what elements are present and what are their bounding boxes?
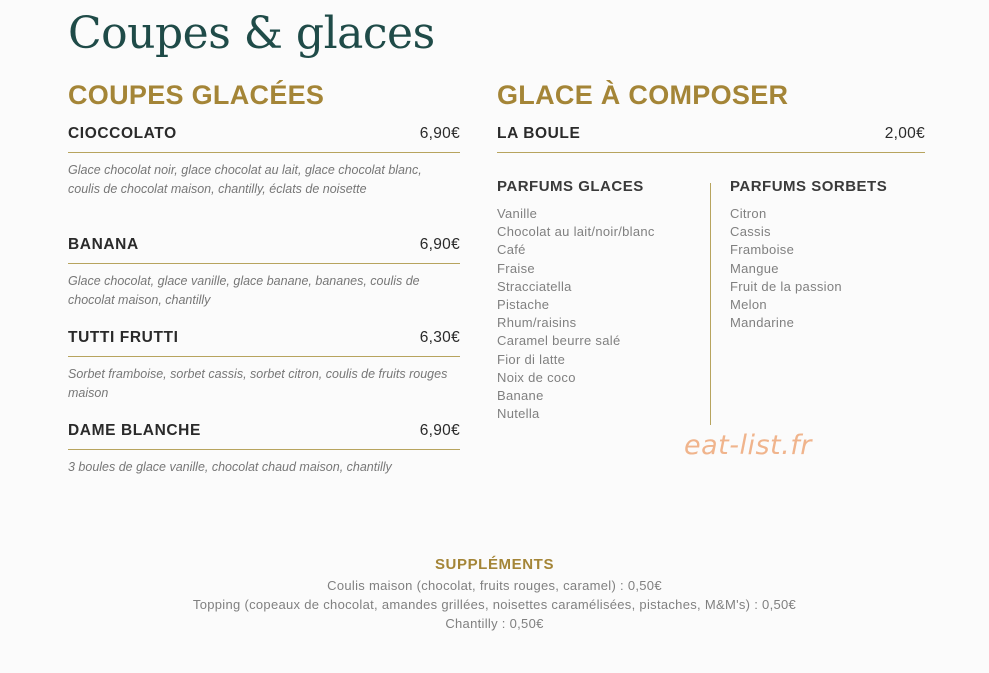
flavor-item: Framboise	[730, 242, 795, 258]
menu-item-tutti-frutti	[68, 329, 460, 402]
coupes-heading: COUPES GLACÉES	[68, 80, 325, 110]
menu-item-description: Sorbet framboise, sorbet cassis, sorbet citron, coulis de fruits rouges maison	[68, 367, 448, 400]
flavor-item: Melon	[730, 297, 767, 313]
menu-item-header	[68, 236, 460, 264]
parfums-sorbets-heading: PARFUMS SORBETS	[730, 178, 888, 195]
supplement-line: Topping (copeaux de chocolat, amandes grillées, noisettes caramélisées, pistaches, M&M's) : 0,50€	[192, 597, 797, 612]
menu-item-cioccolato	[68, 125, 460, 198]
parfums-sorbets-list	[730, 205, 842, 332]
supplement-line: Chantilly : 0,50€	[445, 616, 544, 631]
menu-item-la-boule	[497, 125, 925, 153]
parfums-glaces-heading: PARFUMS GLACES	[497, 178, 644, 195]
menu-item-name: CIOCCOLATO	[68, 125, 177, 142]
flavor-item: Fior di latte	[497, 351, 566, 367]
flavor-item: Banane	[497, 388, 544, 404]
menu-item-price: 6,90€	[419, 422, 460, 439]
menu-item-price: 2,00€	[884, 125, 925, 142]
menu-item-name: BANANA	[68, 236, 139, 253]
flavor-item: Café	[497, 242, 526, 258]
flavor-item: Mandarine	[730, 315, 795, 331]
watermark: eat-list.fr	[684, 430, 812, 461]
menu-item-dame-blanche	[68, 422, 460, 477]
flavor-item: Pistache	[497, 297, 550, 313]
flavor-item: Caramel beurre salé	[497, 333, 621, 349]
menu-item-price: 6,90€	[419, 236, 460, 253]
flavor-item: Noix de coco	[497, 369, 576, 385]
supplements-section	[0, 556, 989, 633]
menu-item-description: Glace chocolat, glace vanille, glace banane, bananes, coulis de chocolat maison, chantilly	[68, 274, 420, 307]
flavor-item: Fruit de la passion	[730, 278, 842, 294]
menu-item-header	[68, 125, 460, 153]
flavor-item: Cassis	[730, 224, 771, 240]
composer-heading: GLACE À COMPOSER	[497, 80, 789, 110]
flavor-item: Mangue	[730, 260, 779, 276]
supplement-line: Coulis maison (chocolat, fruits rouges, caramel) : 0,50€	[327, 578, 662, 593]
menu-item-price: 6,90€	[419, 125, 460, 142]
page-title: Coupes & glaces	[68, 8, 435, 59]
flavor-item: Vanille	[497, 206, 538, 221]
menu-item-description: Glace chocolat noir, glace chocolat au lait, glace chocolat blanc, coulis de chocolat maison, chantilly, éclats de noisette	[68, 163, 422, 196]
flavor-item: Nutella	[497, 406, 540, 422]
flavor-item: Chocolat au lait/noir/blanc	[497, 224, 655, 240]
column-divider	[710, 183, 711, 425]
menu-item-name: LA BOULE	[497, 125, 581, 142]
menu-item-banana	[68, 236, 460, 309]
flavor-item: Rhum/raisins	[497, 315, 577, 331]
menu-item-name: TUTTI FRUTTI	[68, 329, 179, 346]
flavor-item: Stracciatella	[497, 278, 572, 294]
flavor-item: Fraise	[497, 260, 535, 276]
menu-item-header	[68, 329, 460, 357]
menu-item-price: 6,30€	[419, 329, 460, 346]
flavor-item: Citron	[730, 206, 767, 221]
menu-item-name: DAME BLANCHE	[68, 422, 201, 439]
menu-item-description: 3 boules de glace vanille, chocolat chaud maison, chantilly	[68, 460, 392, 474]
parfums-glaces-list	[497, 205, 655, 423]
supplements-heading: SUPPLÉMENTS	[434, 556, 555, 573]
menu-item-header	[68, 422, 460, 450]
